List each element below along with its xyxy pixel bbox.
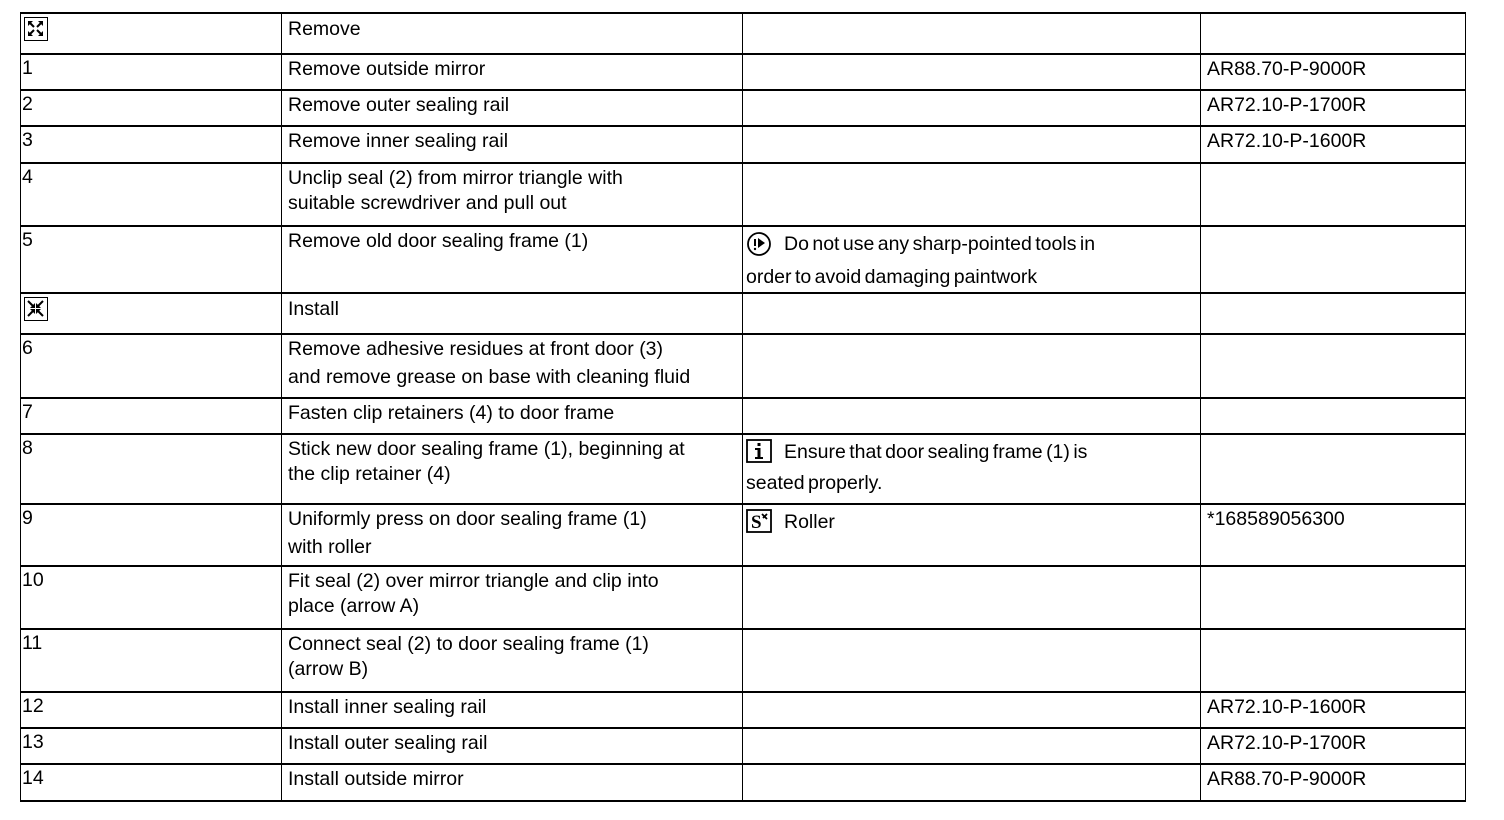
note-cell <box>743 504 1201 566</box>
svg-text:S: S <box>751 512 762 533</box>
step-number: 11 <box>22 632 43 654</box>
step-number: 4 <box>22 166 33 188</box>
reference-cell <box>1201 566 1466 629</box>
instruction-cell <box>282 90 743 126</box>
step-number: 14 <box>22 767 44 789</box>
note-cell <box>743 434 1201 504</box>
instruction-cell <box>282 226 743 293</box>
reference-link[interactable]: AR72.10-P-1700R <box>1207 732 1367 754</box>
reference-cell <box>1201 728 1466 764</box>
step-number: 7 <box>22 401 33 423</box>
note-cell <box>743 728 1201 764</box>
table-row <box>21 293 1466 334</box>
instruction-cell <box>282 629 743 692</box>
instruction-text: Remove outside mirror <box>288 58 486 80</box>
reference-link[interactable]: AR72.10-P-1600R <box>1207 130 1367 152</box>
reference-link[interactable]: AR72.10-P-1600R <box>1207 696 1367 718</box>
note-text: Do not use any sharp-pointed tools in <box>784 233 1096 255</box>
instruction-cell <box>282 334 743 398</box>
special-tool-icon <box>746 509 772 540</box>
instruction-cell <box>282 728 743 764</box>
instruction-text: Remove outer sealing rail <box>288 94 510 116</box>
instruction-cell <box>282 566 743 629</box>
table-row <box>21 334 1466 398</box>
instruction-text: Remove inner sealing rail <box>288 130 509 152</box>
step-cell <box>21 764 282 801</box>
instruction-cell <box>282 434 743 504</box>
instruction-text: the clip retainer (4) <box>288 463 451 485</box>
instruction-text: Remove adhesive residues at front door (3) <box>288 338 664 360</box>
step-number: 1 <box>22 57 33 79</box>
table-row <box>21 566 1466 629</box>
note-cell <box>743 226 1201 293</box>
reference-cell <box>1201 334 1466 398</box>
step-number: 3 <box>22 129 33 151</box>
instruction-cell <box>282 398 743 434</box>
step-cell <box>21 126 282 163</box>
note-cell <box>743 764 1201 801</box>
note-cell <box>743 163 1201 226</box>
instruction-cell <box>282 764 743 801</box>
reference-cell <box>1201 629 1466 692</box>
note-text: seated properly. <box>746 472 883 494</box>
step-cell <box>21 566 282 629</box>
instruction-text: Unclip seal (2) from mirror triangle with <box>288 167 623 189</box>
reference-cell <box>1201 163 1466 226</box>
reference-link[interactable]: *168589056300 <box>1207 508 1345 530</box>
procedure-table <box>20 12 1466 802</box>
instruction-text: (arrow B) <box>288 658 369 680</box>
instruction-text: Install inner sealing rail <box>288 696 487 718</box>
step-cell <box>21 629 282 692</box>
instruction-text: Remove old door sealing frame (1) <box>288 230 589 252</box>
reference-cell <box>1201 54 1466 90</box>
note-line <box>746 507 1200 540</box>
reference-cell <box>1201 126 1466 163</box>
reference-cell <box>1201 293 1466 334</box>
instruction-text: Stick new door sealing frame (1), beginning at <box>288 438 685 460</box>
note-cell <box>743 54 1201 90</box>
instruction-cell <box>282 54 743 90</box>
step-cell <box>21 163 282 226</box>
step-number: 5 <box>22 229 33 251</box>
step-cell <box>21 692 282 728</box>
remove-icon <box>24 17 48 41</box>
note-line <box>746 437 1200 470</box>
reference-link[interactable]: AR88.70-P-9000R <box>1207 768 1367 790</box>
step-cell <box>21 226 282 293</box>
instruction-text: Install outer sealing rail <box>288 732 488 754</box>
reference-cell <box>1201 226 1466 293</box>
step-cell <box>21 13 282 54</box>
table-row <box>21 692 1466 728</box>
table-row <box>21 13 1466 54</box>
note-text: Ensure that door sealing frame (1) is <box>784 441 1088 463</box>
instruction-text: with roller <box>288 536 372 558</box>
table-row <box>21 90 1466 126</box>
instruction-text: Connect seal (2) to door sealing frame (1) <box>288 633 649 655</box>
instruction-cell <box>282 126 743 163</box>
instruction-cell <box>282 13 743 54</box>
instruction-text: Fit seal (2) over mirror triangle and clip into <box>288 570 659 592</box>
instruction-text: place (arrow A) <box>288 595 420 617</box>
reference-cell <box>1201 90 1466 126</box>
step-cell <box>21 293 282 334</box>
note-cell <box>743 13 1201 54</box>
instruction-cell <box>282 692 743 728</box>
step-number: 9 <box>22 507 33 529</box>
step-number: 10 <box>22 569 44 591</box>
step-cell <box>21 334 282 398</box>
caution-arrow-icon <box>746 231 772 264</box>
step-number: 2 <box>22 93 33 115</box>
table-row <box>21 163 1466 226</box>
table-row <box>21 398 1466 434</box>
note-cell <box>743 126 1201 163</box>
step-cell <box>21 54 282 90</box>
reference-link[interactable]: AR72.10-P-1700R <box>1207 94 1367 116</box>
reference-cell <box>1201 692 1466 728</box>
instruction-text: Fasten clip retainers (4) to door frame <box>288 402 615 424</box>
note-cell <box>743 90 1201 126</box>
table-row <box>21 226 1466 293</box>
reference-cell <box>1201 434 1466 504</box>
table-row <box>21 728 1466 764</box>
table-row <box>21 504 1466 566</box>
section-heading: Install <box>288 298 339 320</box>
step-number: 13 <box>22 731 44 753</box>
note-cell <box>743 334 1201 398</box>
note-cell <box>743 692 1201 728</box>
instruction-text: Uniformly press on door sealing frame (1) <box>288 508 647 530</box>
note-cell <box>743 398 1201 434</box>
table-row <box>21 629 1466 692</box>
note-line <box>746 229 1200 264</box>
note-text: Roller <box>784 511 835 533</box>
step-cell <box>21 398 282 434</box>
reference-cell <box>1201 504 1466 566</box>
instruction-text: Install outside mirror <box>288 768 464 790</box>
step-cell <box>21 728 282 764</box>
reference-link[interactable]: AR88.70-P-9000R <box>1207 58 1367 80</box>
table-row <box>21 54 1466 90</box>
install-icon <box>24 297 48 321</box>
instruction-cell <box>282 504 743 566</box>
info-icon <box>746 439 772 470</box>
reference-cell <box>1201 398 1466 434</box>
step-cell <box>21 434 282 504</box>
instruction-cell <box>282 163 743 226</box>
instruction-cell <box>282 293 743 334</box>
reference-cell <box>1201 764 1466 801</box>
step-number: 12 <box>22 695 44 717</box>
step-cell <box>21 504 282 566</box>
table-row <box>21 764 1466 801</box>
reference-cell <box>1201 13 1466 54</box>
step-number: 8 <box>22 437 33 459</box>
instruction-text: and remove grease on base with cleaning fluid <box>288 366 691 388</box>
note-cell <box>743 629 1201 692</box>
note-cell <box>743 293 1201 334</box>
section-heading: Remove <box>288 18 361 40</box>
note-text: order to avoid damaging paintwork <box>746 266 1038 288</box>
note-cell <box>743 566 1201 629</box>
table-row <box>21 434 1466 504</box>
step-cell <box>21 90 282 126</box>
instruction-text: suitable screwdriver and pull out <box>288 192 567 214</box>
table-row <box>21 126 1466 163</box>
step-number: 6 <box>22 337 33 359</box>
